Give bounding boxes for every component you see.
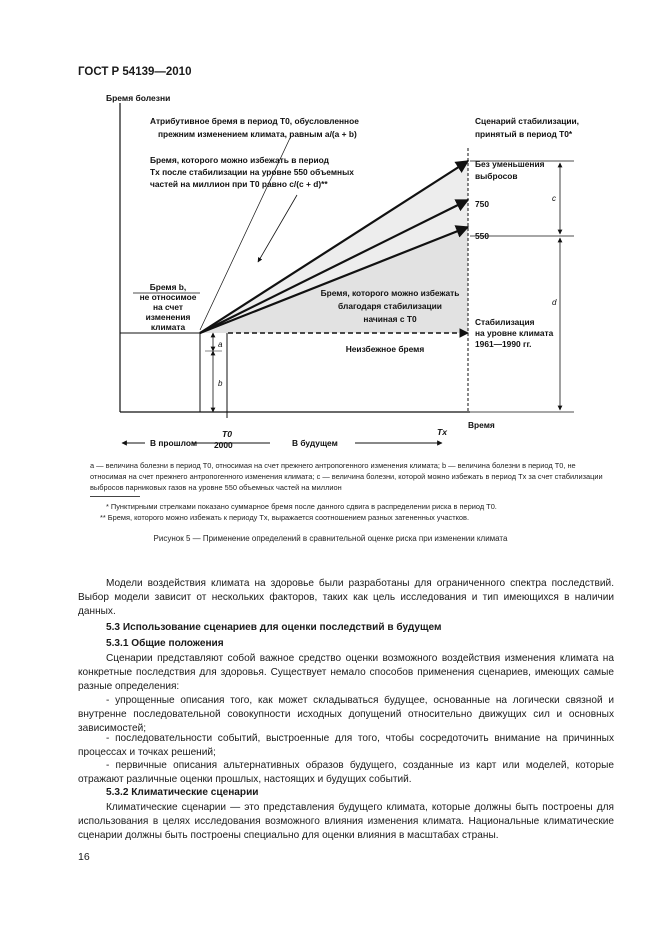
label-avoid-2: Tx после стабилизации на уровне 550 объемных bbox=[150, 167, 354, 177]
paragraph-1: Модели воздействия климата на здоровье были разработаны для ограниченного спектра последствий. Выбор модели зависит от нескольких факторов, таких как цель исследования и тип имеющихся в наличии данных. bbox=[78, 578, 614, 618]
label-scenario-1: Сценарий стабилизации, bbox=[475, 116, 580, 126]
heading-5-3-2: 5.3.2 Климатические сценарии bbox=[106, 787, 259, 798]
label-attrib-2: прежним изменением климата, равным a/(a + b) bbox=[158, 129, 357, 139]
figure-legend: a — величина болезни в период T0, относимая на счет прежнего антропогенного изменения климата; b — величина болезни в период T0, не относимая на счет прежнего антропогенного изменения климата; c — величина болезни, которой можно избежать в период Tx за счет стабилизации выбросов парниковых газов на уровне 550 объемных частей на миллион bbox=[90, 461, 603, 492]
x-axis-label: Время bbox=[468, 420, 495, 430]
label-no-reduction-2: выбросов bbox=[475, 171, 518, 181]
page-number: 16 bbox=[78, 851, 90, 863]
label-past-1: Бремя b, bbox=[149, 282, 187, 292]
label-stab-2: на уровне климата bbox=[475, 328, 554, 338]
label-past-3: на счет bbox=[153, 302, 183, 312]
heading-5-3: 5.3 Использование сценариев для оценки последствий в будущем bbox=[106, 622, 442, 633]
label-past-4: изменения bbox=[145, 312, 191, 322]
paragraph-2: Сценарии представляют собой важное средство оценки возможного воздействия изменения климата на конкретные последствия для здоровья. Существует немало способов применения сценариев, имеющих самые разные определения: bbox=[78, 653, 614, 693]
b-label: b bbox=[218, 379, 223, 388]
list-item-1: - упрощенные описания того, как может складываться будущее, основанные на логически связной и внутренне последовательной совокупности исходных допущений относительно движущих сил и основных зависимостей; bbox=[78, 695, 614, 735]
a-label: a bbox=[218, 340, 223, 349]
label-stab-1: Стабилизация bbox=[475, 317, 535, 327]
c-label: c bbox=[552, 194, 556, 203]
past-label: В прошлом bbox=[150, 438, 198, 448]
d-label: d bbox=[552, 298, 557, 307]
label-avoid-after-3: начиная с T0 bbox=[363, 314, 417, 324]
footnote-star2: ** Бремя, которого можно избежать к периоду Tx, выражается соотношением разных затененных участков. bbox=[100, 513, 470, 522]
label-past-2: не относимое bbox=[139, 292, 197, 302]
heading-5-3-1: 5.3.1 Общие положения bbox=[106, 638, 224, 649]
footnote-divider bbox=[90, 496, 140, 497]
list-item-2: - последовательности событий, выстроенные для того, чтобы сосредоточить внимание на причинных процессах и точках решений; bbox=[78, 733, 614, 759]
future-label: В будущем bbox=[292, 438, 338, 448]
paragraph-6: Климатические сценарии — это представления будущего климата, которые должны быть построены для использования в целях исследования возможного влияния изменения климата. Национальные климатические сценарии должны быть построены специально для оценки влияния в масштабах страны. bbox=[78, 802, 614, 842]
label-scenario-2: принятый в период T0* bbox=[475, 129, 573, 139]
label-inevitable: Неизбежное бремя bbox=[345, 344, 425, 354]
label-no-reduction-1: Без уменьшения bbox=[475, 159, 545, 169]
document-header: ГОСТ Р 54139—2010 bbox=[78, 66, 192, 78]
label-past-5: климата bbox=[150, 322, 186, 332]
label-750: 750 bbox=[475, 199, 489, 209]
label-stab-3: 1961—1990 гг. bbox=[475, 339, 532, 349]
label-attrib-1: Атрибутивное бремя в период T0, обусловленное bbox=[150, 116, 359, 126]
t0-label: T0 bbox=[222, 429, 233, 439]
list-item-3: - первичные описания альтернативных образов будущего, созданные из карт или моделей, которые отражают различные оценки прошлых, настоящих и будущих событий. bbox=[78, 760, 614, 786]
year-label: 2000 bbox=[214, 440, 233, 450]
label-avoid-3: частей на миллион при T0 равно c/(c + d)** bbox=[150, 179, 328, 189]
label-avoid-1: Бремя, которого можно избежать в период bbox=[150, 155, 329, 165]
figure-caption: Рисунок 5 — Применение определений в сравнительной оценке риска при изменении климата bbox=[153, 534, 508, 543]
risk-assessment-figure bbox=[0, 0, 661, 460]
label-avoid-after-1: Бремя, которого можно избежать bbox=[320, 288, 460, 298]
y-axis-label: Бремя болезни bbox=[106, 93, 171, 103]
footnote-star1: * Пунктирными стрелками показано суммарное бремя после данного сдвига в распределении риска в период T0. bbox=[106, 502, 497, 511]
tx-label: Tx bbox=[437, 427, 448, 437]
label-550: 550 bbox=[475, 231, 489, 241]
label-avoid-after-2: благодаря стабилизации bbox=[338, 301, 442, 311]
